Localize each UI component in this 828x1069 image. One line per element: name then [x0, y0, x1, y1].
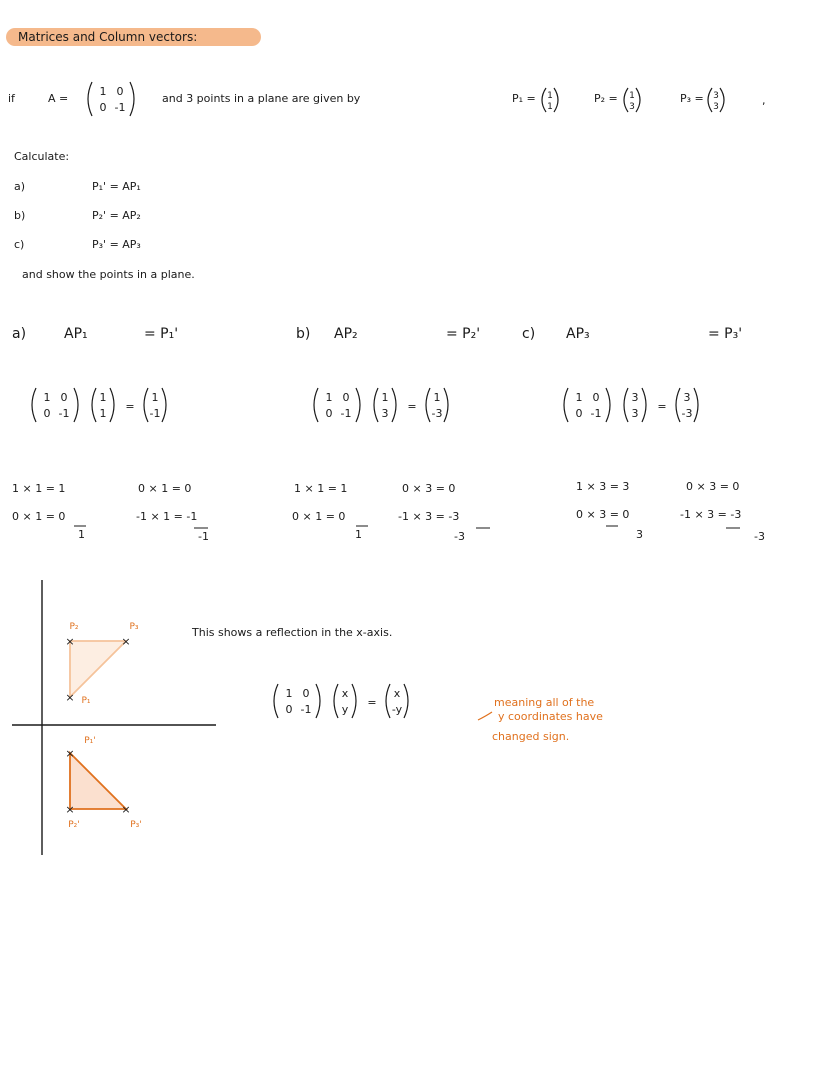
- task-show: and show the points in a plane.: [22, 268, 195, 281]
- sol-1-vec-out-right-paren: [444, 388, 448, 422]
- sol-0-matrix-cell-21: 0: [43, 407, 51, 420]
- sol-0-vec-in-bottom: 1: [99, 407, 107, 420]
- vector-p1-right-paren: [554, 88, 558, 112]
- sol-a-row1-right: 0 × 1 = 0: [138, 482, 192, 495]
- sol-0-vec-out-bottom: -1: [149, 407, 161, 420]
- sol-0-vec-in-top: 1: [99, 391, 107, 404]
- sol-b-row1-right: 0 × 3 = 0: [402, 482, 456, 495]
- intro-trailing: ,: [762, 94, 766, 107]
- conclusion-vec-in-top: x: [341, 687, 349, 700]
- p3-label: P₃ =: [680, 92, 704, 105]
- sol-a-sum-left: 1: [78, 528, 85, 541]
- sol-b-row2-left: 0 × 1 = 0: [292, 510, 346, 523]
- vector-p3-left-paren: [708, 88, 712, 112]
- vector-p3-right-paren: [720, 88, 724, 112]
- sol-0-equals: =: [125, 400, 135, 413]
- original-triangle: [70, 641, 126, 697]
- sol-c-rhs: = P₃': [708, 326, 743, 342]
- sol-1-equals: =: [407, 400, 417, 413]
- conclusion-vec-in-left-paren: [334, 684, 338, 718]
- sol-0-matrix-right-paren: [74, 388, 78, 422]
- vertex-mark: ×: [65, 691, 75, 704]
- vertex-mark: ×: [121, 635, 131, 648]
- matrix-a-left-paren: [88, 82, 92, 116]
- task-c-letter: c): [14, 238, 25, 251]
- vector-p2-right-paren: [636, 88, 640, 112]
- conclusion-matrix-cell-21: 0: [285, 703, 293, 716]
- sol-2-matrix-cell-12: 0: [592, 391, 600, 404]
- sol-b-row1-left: 1 × 1 = 1: [294, 482, 348, 495]
- conclusion-matrix-left-paren: [274, 684, 278, 718]
- vector-p2-bottom: 3: [629, 102, 635, 112]
- sol-1-vec-in-bottom: 3: [381, 407, 389, 420]
- note-arrow: [478, 712, 492, 720]
- label-p3-prime: P₃': [130, 820, 142, 830]
- vertex-mark: ×: [65, 747, 75, 760]
- sol-0-matrix-cell-22: -1: [58, 407, 70, 420]
- sol-2-vec-in-top: 3: [631, 391, 639, 404]
- intro-sentence: and 3 points in a plane are given by: [162, 92, 361, 105]
- vertex-mark: ×: [65, 803, 75, 816]
- vector-p1-top: 1: [547, 91, 553, 101]
- note-line-1: meaning all of the: [494, 696, 595, 709]
- sol-a-letter: a): [12, 326, 27, 342]
- sol-0-matrix-cell-12: 0: [60, 391, 68, 404]
- conclusion-vec-out-top: x: [393, 687, 401, 700]
- sol-0-matrix-cell-11: 1: [43, 391, 51, 404]
- sol-b-letter: b): [296, 326, 311, 342]
- matrix-a-cell-22: -1: [114, 101, 126, 114]
- vector-p1-bottom: 1: [547, 102, 553, 112]
- sol-c-lhs: AP₃: [566, 326, 590, 342]
- sol-2-equals: =: [657, 400, 667, 413]
- sol-1-vec-out-left-paren: [426, 388, 430, 422]
- task-a-expr: P₁' = AP₁: [92, 180, 141, 193]
- page-title: Matrices and Column vectors:: [18, 30, 198, 44]
- sol-1-vec-in-right-paren: [392, 388, 396, 422]
- sol-b-lhs: AP₂: [334, 326, 358, 342]
- sol-2-vec-in-left-paren: [624, 388, 628, 422]
- sol-1-matrix-left-paren: [314, 388, 318, 422]
- intro-if: if: [8, 92, 15, 105]
- sol-c-row1-right: 0 × 3 = 0: [686, 480, 740, 493]
- conclusion-vec-out-left-paren: [386, 684, 390, 718]
- sol-2-vec-out-top: 3: [683, 391, 691, 404]
- sol-0-matrix-left-paren: [32, 388, 36, 422]
- sol-b-rhs: = P₂': [446, 326, 481, 342]
- sol-1-vec-out-bottom: -3: [431, 407, 443, 420]
- sol-2-vec-in-bottom: 3: [631, 407, 639, 420]
- sol-c-row2-left: 0 × 3 = 0: [576, 508, 630, 521]
- sol-2-vec-in-right-paren: [642, 388, 646, 422]
- sol-c-letter: c): [522, 326, 536, 342]
- sol-1-matrix-cell-12: 0: [342, 391, 350, 404]
- sol-c-sum-left: 3: [636, 528, 643, 541]
- conclusion-text: This shows a reflection in the x-axis.: [192, 626, 393, 639]
- sol-2-matrix-left-paren: [564, 388, 568, 422]
- conclusion-vec-in-right-paren: [352, 684, 356, 718]
- sol-1-matrix-cell-21: 0: [325, 407, 333, 420]
- note-line-2: y coordinates have: [498, 710, 603, 723]
- label-p3: P₃: [129, 622, 139, 632]
- conclusion-vec-out-right-paren: [404, 684, 408, 718]
- calculate-heading: Calculate:: [14, 150, 70, 163]
- sol-c-sum-right: -3: [754, 530, 765, 543]
- vector-p1-left-paren: [542, 88, 546, 112]
- sol-0-vec-out-top: 1: [151, 391, 159, 404]
- sol-b-row2-right: -1 × 3 = -3: [398, 510, 460, 523]
- sol-a-lhs: AP₁: [64, 326, 88, 342]
- sol-a-row2-right: -1 × 1 = -1: [136, 510, 198, 523]
- sol-a-sum-right: -1: [198, 530, 209, 543]
- conclusion-matrix-cell-12: 0: [302, 687, 310, 700]
- sol-0-vec-in-right-paren: [110, 388, 114, 422]
- sol-0-vec-out-left-paren: [144, 388, 148, 422]
- sol-1-vec-in-left-paren: [374, 388, 378, 422]
- sol-1-matrix-cell-22: -1: [340, 407, 352, 420]
- vertex-mark: ×: [121, 803, 131, 816]
- p1-label: P₁ =: [512, 92, 536, 105]
- image-triangle: [70, 753, 126, 809]
- task-c-expr: P₃' = AP₃: [92, 238, 141, 251]
- label-p1-prime: P₁': [84, 736, 96, 746]
- sol-c-row1-left: 1 × 3 = 3: [576, 480, 630, 493]
- label-p1: P₁: [81, 696, 91, 706]
- sol-2-matrix-cell-22: -1: [590, 407, 602, 420]
- sol-0-vec-out-right-paren: [162, 388, 166, 422]
- sol-a-row2-left: 0 × 1 = 0: [12, 510, 66, 523]
- sol-2-vec-out-bottom: -3: [681, 407, 693, 420]
- sol-2-matrix-cell-21: 0: [575, 407, 583, 420]
- label-p2-prime: P₂': [68, 820, 80, 830]
- vector-p3-top: 3: [713, 91, 719, 101]
- matrix-a-right-paren: [130, 82, 134, 116]
- matrix-a-cell-12: 0: [116, 85, 124, 98]
- conclusion-matrix-right-paren: [316, 684, 320, 718]
- matrix-a-cell-11: 1: [99, 85, 107, 98]
- conclusion-vec-in-bottom: y: [341, 703, 349, 716]
- conclusion-matrix-cell-22: -1: [300, 703, 312, 716]
- conclusion-equals: =: [367, 696, 377, 709]
- sol-c-row2-right: -1 × 3 = -3: [680, 508, 742, 521]
- conclusion-matrix-cell-11: 1: [285, 687, 293, 700]
- note-line-3: changed sign.: [492, 730, 570, 743]
- sol-2-vec-out-left-paren: [676, 388, 680, 422]
- task-b-letter: b): [14, 209, 26, 222]
- sol-b-sum-left: 1: [355, 528, 362, 541]
- vector-p2-top: 1: [629, 91, 635, 101]
- p2-label: P₂ =: [594, 92, 618, 105]
- vector-p2-left-paren: [624, 88, 628, 112]
- matrix-a-label: A =: [48, 92, 69, 105]
- sol-2-vec-out-right-paren: [694, 388, 698, 422]
- sol-a-row1-left: 1 × 1 = 1: [12, 482, 66, 495]
- matrix-a-cell-21: 0: [99, 101, 107, 114]
- sol-2-matrix-cell-11: 1: [575, 391, 583, 404]
- sol-1-vec-out-top: 1: [433, 391, 441, 404]
- vertex-mark: ×: [65, 635, 75, 648]
- sol-1-matrix-cell-11: 1: [325, 391, 333, 404]
- sol-1-vec-in-top: 1: [381, 391, 389, 404]
- sol-b-sum-right: -3: [454, 530, 465, 543]
- sol-1-matrix-right-paren: [356, 388, 360, 422]
- sol-0-vec-in-left-paren: [92, 388, 96, 422]
- sol-a-rhs: = P₁': [144, 326, 179, 342]
- task-a-letter: a): [14, 180, 26, 193]
- conclusion-vec-out-bottom: -y: [391, 703, 403, 716]
- vector-p3-bottom: 3: [713, 102, 719, 112]
- label-p2: P₂: [69, 622, 79, 632]
- task-b-expr: P₂' = AP₂: [92, 209, 141, 222]
- sol-2-matrix-right-paren: [606, 388, 610, 422]
